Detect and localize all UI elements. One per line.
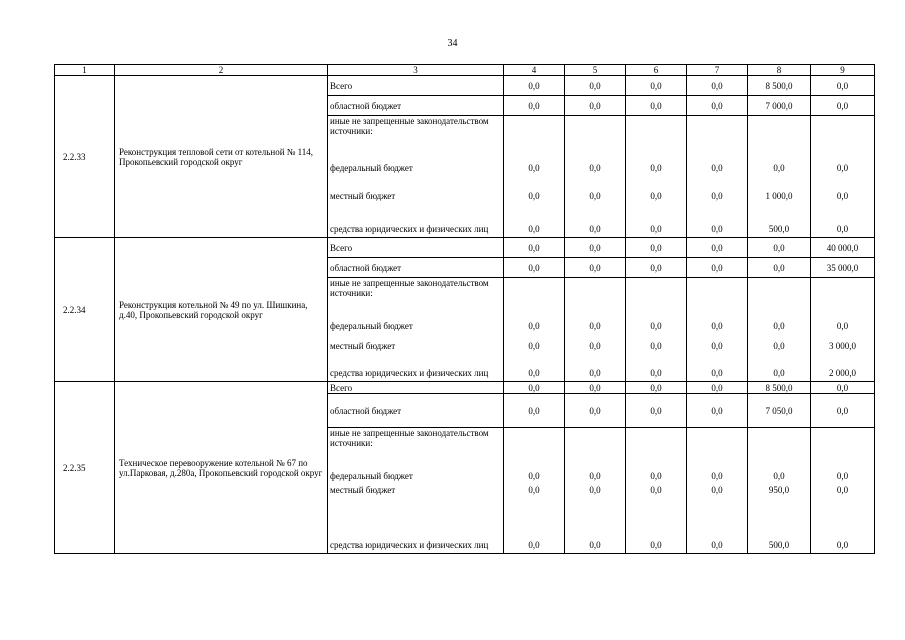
value-cell: 0,0 [504,354,565,382]
value-cell: 7 050,0 [748,394,811,428]
funding-source-label: средства юридических и физических лиц [328,204,504,238]
value-cell: 0,0 [504,258,565,278]
empty-cell [626,116,687,156]
value-cell: 0,0 [626,258,687,278]
empty-cell [811,116,875,156]
value-cell: 2 000,0 [811,354,875,382]
value-cell: 0,0 [565,204,626,238]
value-cell: 0,0 [811,96,875,116]
measure-code: 2.2.33 [55,76,115,238]
value-cell: 0,0 [687,484,748,498]
header-cell: 6 [626,65,687,76]
empty-cell [811,428,875,468]
empty-cell [504,278,565,318]
value-cell: 0,0 [687,176,748,204]
value-cell: 0,0 [687,468,748,484]
value-cell: 0,0 [811,156,875,176]
value-cell: 0,0 [687,156,748,176]
value-cell: 0,0 [687,258,748,278]
value-cell: 35 000,0 [811,258,875,278]
funding-source-label: местный бюджет [328,334,504,354]
header-cell: 9 [811,65,875,76]
funding-source-label: Всего [328,382,504,394]
table-body [55,65,875,554]
value-cell: 3 000,0 [811,334,875,354]
funding-source-label: местный бюджет [328,176,504,204]
value-cell: 0,0 [811,468,875,484]
value-cell: 0,0 [504,394,565,428]
value-cell: 0,0 [748,354,811,382]
value-cell: 500,0 [748,204,811,238]
value-cell: 0,0 [748,156,811,176]
value-cell: 0,0 [504,334,565,354]
value-cell: 0,0 [504,382,565,394]
value-cell: 0,0 [504,498,565,554]
measure-code: 2.2.35 [55,382,115,554]
value-cell: 8 500,0 [748,76,811,96]
value-cell: 0,0 [748,468,811,484]
value-cell: 0,0 [811,76,875,96]
value-cell: 0,0 [687,382,748,394]
value-cell: 0,0 [811,484,875,498]
header-row [55,65,875,76]
value-cell: 0,0 [626,498,687,554]
empty-cell [565,116,626,156]
value-cell: 0,0 [748,334,811,354]
budget-table [54,64,875,554]
empty-cell [504,116,565,156]
empty-cell [687,116,748,156]
funding-source-label: средства юридических и физических лиц [328,498,504,554]
value-cell: 0,0 [687,354,748,382]
funding-source-label: федеральный бюджет [328,318,504,334]
funding-source-label: иные не запрещенные законодательством источники: [328,278,504,318]
funding-source-label: областной бюджет [328,258,504,278]
value-cell: 0,0 [565,334,626,354]
value-cell: 0,0 [626,354,687,382]
value-cell: 0,0 [626,204,687,238]
funding-source-label: местный бюджет [328,484,504,498]
value-cell: 0,0 [626,334,687,354]
value-cell: 0,0 [811,382,875,394]
value-cell: 0,0 [565,238,626,258]
funding-source-label: Всего [328,238,504,258]
value-cell: 0,0 [748,258,811,278]
empty-cell [565,428,626,468]
value-cell: 40 000,0 [811,238,875,258]
funding-source-label: средства юридических и физических лиц [328,354,504,382]
value-cell: 0,0 [565,484,626,498]
value-cell: 7 000,0 [748,96,811,116]
value-cell: 0,0 [565,96,626,116]
empty-cell [748,278,811,318]
value-cell: 0,0 [626,176,687,204]
value-cell: 0,0 [687,318,748,334]
value-cell: 0,0 [811,204,875,238]
value-cell: 0,0 [626,394,687,428]
value-cell: 1 000,0 [748,176,811,204]
value-cell: 0,0 [504,238,565,258]
value-cell: 0,0 [626,96,687,116]
value-cell: 0,0 [565,176,626,204]
value-cell: 0,0 [565,468,626,484]
value-cell: 0,0 [504,176,565,204]
measure-code: 2.2.34 [55,238,115,382]
value-cell: 0,0 [811,176,875,204]
empty-cell [748,428,811,468]
page-number: 34 [447,38,458,49]
empty-cell [565,278,626,318]
value-cell: 0,0 [626,318,687,334]
value-cell: 0,0 [626,156,687,176]
value-cell: 0,0 [504,468,565,484]
empty-cell [687,278,748,318]
value-cell: 0,0 [626,76,687,96]
header-cell: 2 [115,65,328,76]
value-cell: 0,0 [504,156,565,176]
value-cell: 0,0 [565,382,626,394]
header-cell: 1 [55,65,115,76]
table-row [55,238,875,258]
funding-source-label: федеральный бюджет [328,156,504,176]
empty-cell [687,428,748,468]
value-cell: 0,0 [565,258,626,278]
value-cell: 0,0 [565,498,626,554]
value-cell: 0,0 [626,484,687,498]
value-cell: 0,0 [626,468,687,484]
funding-source-label: Всего [328,76,504,96]
value-cell: 0,0 [811,498,875,554]
measure-name: Техническое перевооружение котельной № 67 по ул.Парковая, д.280а, Прокопьевский городской округ [115,382,328,554]
header-cell: 5 [565,65,626,76]
header-cell: 7 [687,65,748,76]
value-cell: 0,0 [687,76,748,96]
measure-name: Реконструкция котельной № 49 по ул. Шишкина, д.40, Прокопьевский городской округ [115,238,328,382]
table-row [55,382,875,394]
value-cell: 0,0 [565,318,626,334]
value-cell: 0,0 [687,238,748,258]
value-cell: 0,0 [565,354,626,382]
measure-name: Реконструкция тепловой сети от котельной № 114, Прокопьевский городской округ [115,76,328,238]
value-cell: 0,0 [687,204,748,238]
empty-cell [811,278,875,318]
header-cell: 8 [748,65,811,76]
funding-source-label: областной бюджет [328,394,504,428]
value-cell: 0,0 [565,156,626,176]
value-cell: 0,0 [504,318,565,334]
header-cell: 3 [328,65,504,76]
value-cell: 0,0 [626,238,687,258]
funding-source-label: иные не запрещенные законодательством источники: [328,428,504,468]
header-cell: 4 [504,65,565,76]
value-cell: 0,0 [687,394,748,428]
funding-source-label: федеральный бюджет [328,468,504,484]
value-cell: 0,0 [565,394,626,428]
value-cell: 0,0 [748,238,811,258]
empty-cell [504,428,565,468]
value-cell: 0,0 [687,498,748,554]
value-cell: 0,0 [504,204,565,238]
value-cell: 0,0 [811,318,875,334]
empty-cell [748,116,811,156]
value-cell: 0,0 [687,96,748,116]
value-cell: 950,0 [748,484,811,498]
value-cell: 0,0 [565,76,626,96]
value-cell: 0,0 [504,96,565,116]
value-cell: 0,0 [504,76,565,96]
value-cell: 0,0 [811,394,875,428]
table-row [55,76,875,96]
value-cell: 0,0 [504,484,565,498]
value-cell: 0,0 [626,382,687,394]
value-cell: 500,0 [748,498,811,554]
value-cell: 8 500,0 [748,382,811,394]
value-cell: 0,0 [748,318,811,334]
empty-cell [626,278,687,318]
funding-source-label: областной бюджет [328,96,504,116]
funding-source-label: иные не запрещенные законодательством источники: [328,116,504,156]
value-cell: 0,0 [687,334,748,354]
empty-cell [626,428,687,468]
